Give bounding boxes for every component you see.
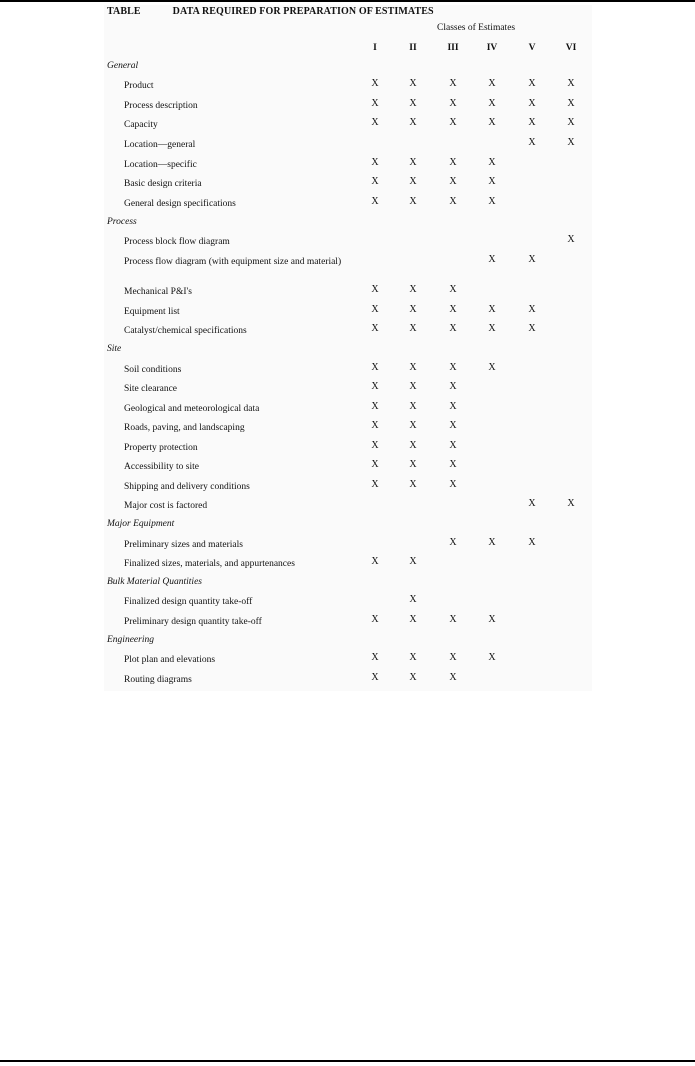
mark-plot-plan-and-elevations-ii: X bbox=[409, 652, 417, 663]
row-label-process-flow-diagram-with-equipment-size-and-material: Process flow diagram (with equipment size and material) bbox=[124, 257, 342, 267]
mark-geological-and-meteorological-data-ii: X bbox=[409, 401, 417, 412]
mark-plot-plan-and-elevations-iii: X bbox=[449, 652, 457, 663]
mark-preliminary-design-quantity-take-off-ii: X bbox=[409, 614, 417, 625]
mark-shipping-and-delivery-conditions-i: X bbox=[371, 479, 379, 490]
bottom-rule bbox=[0, 1060, 695, 1062]
mark-routing-diagrams-i: X bbox=[371, 672, 379, 683]
row-label-shipping-and-delivery-conditions: Shipping and delivery conditions bbox=[124, 482, 250, 492]
mark-basic-design-criteria-iv: X bbox=[488, 176, 496, 187]
mark-accessibility-to-site-i: X bbox=[371, 459, 379, 470]
row-label-site-clearance: Site clearance bbox=[124, 384, 178, 394]
column-header-II: II bbox=[409, 43, 417, 53]
row-label-location-specific: Location—specific bbox=[124, 160, 197, 170]
mark-product-ii: X bbox=[409, 78, 417, 89]
mark-product-i: X bbox=[371, 78, 379, 89]
row-label-location-general: Location—general bbox=[124, 140, 196, 150]
row-label-property-protection: Property protection bbox=[124, 443, 198, 453]
mark-capacity-iv: X bbox=[488, 117, 496, 128]
mark-general-design-specifications-iii: X bbox=[449, 196, 457, 207]
table-title-text: DATA REQUIRED FOR PREPARATION OF ESTIMATES bbox=[172, 6, 434, 17]
mark-plot-plan-and-elevations-i: X bbox=[371, 652, 379, 663]
mark-catalyst-chemical-specifications-iv: X bbox=[488, 323, 496, 334]
mark-routing-diagrams-iii: X bbox=[449, 672, 457, 683]
mark-location-general-v: X bbox=[528, 137, 536, 148]
mark-basic-design-criteria-iii: X bbox=[449, 176, 457, 187]
row-label-process-block-flow-diagram: Process block flow diagram bbox=[124, 237, 230, 247]
row-label-preliminary-sizes-and-materials: Preliminary sizes and materials bbox=[124, 540, 243, 550]
column-header-VI: VI bbox=[565, 43, 577, 53]
mark-process-description-i: X bbox=[371, 98, 379, 109]
mark-preliminary-design-quantity-take-off-iii: X bbox=[449, 614, 457, 625]
mark-equipment-list-v: X bbox=[528, 304, 536, 315]
mark-product-iii: X bbox=[449, 78, 457, 89]
row-label-finalized-sizes-materials-and-appurtenances: Finalized sizes, materials, and appurtenances bbox=[124, 559, 295, 569]
mark-capacity-v: X bbox=[528, 117, 536, 128]
mark-mechanical-p-i-s-iii: X bbox=[449, 284, 457, 295]
mark-process-flow-diagram-with-equipment-size-and-material-v: X bbox=[528, 254, 536, 265]
mark-catalyst-chemical-specifications-ii: X bbox=[409, 323, 417, 334]
row-label-process-description: Process description bbox=[124, 101, 198, 111]
section-label-major-equipment: Major Equipment bbox=[107, 519, 175, 529]
mark-plot-plan-and-elevations-iv: X bbox=[488, 652, 496, 663]
mark-geological-and-meteorological-data-iii: X bbox=[449, 401, 457, 412]
section-label-engineering: Engineering bbox=[107, 635, 154, 645]
mark-property-protection-iii: X bbox=[449, 440, 457, 451]
mark-location-specific-iv: X bbox=[488, 157, 496, 168]
row-label-accessibility-to-site: Accessibility to site bbox=[124, 462, 199, 472]
row-label-catalyst-chemical-specifications: Catalyst/chemical specifications bbox=[124, 326, 247, 336]
mark-process-description-v: X bbox=[528, 98, 536, 109]
mark-preliminary-sizes-and-materials-iv: X bbox=[488, 537, 496, 548]
top-rule bbox=[0, 0, 695, 2]
section-label-site: Site bbox=[107, 344, 122, 354]
mark-preliminary-design-quantity-take-off-i: X bbox=[371, 614, 379, 625]
column-header-V: V bbox=[528, 43, 536, 53]
row-label-capacity: Capacity bbox=[124, 120, 158, 130]
mark-general-design-specifications-i: X bbox=[371, 196, 379, 207]
mark-general-design-specifications-iv: X bbox=[488, 196, 496, 207]
table-label: TABLE bbox=[107, 6, 141, 17]
mark-process-description-vi: X bbox=[567, 98, 575, 109]
section-label-process: Process bbox=[107, 217, 137, 227]
mark-major-cost-is-factored-vi: X bbox=[567, 498, 575, 509]
column-header-I: I bbox=[373, 43, 377, 53]
mark-major-cost-is-factored-v: X bbox=[528, 498, 536, 509]
mark-process-flow-diagram-with-equipment-size-and-material-iv: X bbox=[488, 254, 496, 265]
mark-location-specific-i: X bbox=[371, 157, 379, 168]
mark-preliminary-design-quantity-take-off-iv: X bbox=[488, 614, 496, 625]
mark-location-specific-ii: X bbox=[409, 157, 417, 168]
mark-product-v: X bbox=[528, 78, 536, 89]
mark-general-design-specifications-ii: X bbox=[409, 196, 417, 207]
row-label-plot-plan-and-elevations: Plot plan and elevations bbox=[124, 655, 216, 665]
row-label-basic-design-criteria: Basic design criteria bbox=[124, 179, 202, 189]
row-label-routing-diagrams: Routing diagrams bbox=[124, 675, 192, 685]
mark-location-general-vi: X bbox=[567, 137, 575, 148]
mark-accessibility-to-site-ii: X bbox=[409, 459, 417, 470]
row-label-mechanical-p-i-s: Mechanical P&I's bbox=[124, 287, 192, 297]
mark-product-vi: X bbox=[567, 78, 575, 89]
mark-capacity-ii: X bbox=[409, 117, 417, 128]
mark-capacity-iii: X bbox=[449, 117, 457, 128]
row-label-general-design-specifications: General design specifications bbox=[124, 199, 236, 209]
mark-basic-design-criteria-i: X bbox=[371, 176, 379, 187]
mark-mechanical-p-i-s-i: X bbox=[371, 284, 379, 295]
mark-property-protection-i: X bbox=[371, 440, 379, 451]
mark-accessibility-to-site-iii: X bbox=[449, 459, 457, 470]
classes-heading: Classes of Estimates bbox=[437, 23, 516, 33]
row-label-geological-and-meteorological-data: Geological and meteorological data bbox=[124, 404, 260, 414]
row-label-roads-paving-and-landscaping: Roads, paving, and landscaping bbox=[124, 423, 245, 433]
mark-soil-conditions-ii: X bbox=[409, 362, 417, 373]
row-label-major-cost-is-factored: Major cost is factored bbox=[124, 501, 208, 511]
mark-mechanical-p-i-s-ii: X bbox=[409, 284, 417, 295]
mark-process-description-iv: X bbox=[488, 98, 496, 109]
mark-equipment-list-iii: X bbox=[449, 304, 457, 315]
row-label-soil-conditions: Soil conditions bbox=[124, 365, 182, 375]
mark-equipment-list-ii: X bbox=[409, 304, 417, 315]
mark-geological-and-meteorological-data-i: X bbox=[371, 401, 379, 412]
mark-finalized-sizes-materials-and-appurtenances-ii: X bbox=[409, 556, 417, 567]
mark-process-description-ii: X bbox=[409, 98, 417, 109]
row-label-finalized-design-quantity-take-off: Finalized design quantity take-off bbox=[124, 597, 253, 607]
mark-catalyst-chemical-specifications-v: X bbox=[528, 323, 536, 334]
section-label-bulk-material-quantities: Bulk Material Quantities bbox=[107, 577, 202, 587]
mark-catalyst-chemical-specifications-iii: X bbox=[449, 323, 457, 334]
mark-basic-design-criteria-ii: X bbox=[409, 176, 417, 187]
mark-shipping-and-delivery-conditions-ii: X bbox=[409, 479, 417, 490]
mark-product-iv: X bbox=[488, 78, 496, 89]
row-label-equipment-list: Equipment list bbox=[124, 307, 180, 317]
table-title bbox=[107, 6, 434, 17]
mark-soil-conditions-i: X bbox=[371, 362, 379, 373]
mark-location-specific-iii: X bbox=[449, 157, 457, 168]
mark-catalyst-chemical-specifications-i: X bbox=[371, 323, 379, 334]
mark-process-description-iii: X bbox=[449, 98, 457, 109]
mark-equipment-list-i: X bbox=[371, 304, 379, 315]
row-label-preliminary-design-quantity-take-off: Preliminary design quantity take-off bbox=[124, 617, 262, 627]
mark-roads-paving-and-landscaping-iii: X bbox=[449, 420, 457, 431]
mark-finalized-design-quantity-take-off-ii: X bbox=[409, 594, 417, 605]
mark-shipping-and-delivery-conditions-iii: X bbox=[449, 479, 457, 490]
section-label-general: General bbox=[107, 61, 139, 71]
mark-process-block-flow-diagram-vi: X bbox=[567, 234, 575, 245]
column-header-IV: IV bbox=[486, 43, 498, 53]
mark-site-clearance-iii: X bbox=[449, 381, 457, 392]
mark-site-clearance-i: X bbox=[371, 381, 379, 392]
mark-equipment-list-iv: X bbox=[488, 304, 496, 315]
mark-capacity-vi: X bbox=[567, 117, 575, 128]
mark-preliminary-sizes-and-materials-iii: X bbox=[449, 537, 457, 548]
mark-soil-conditions-iv: X bbox=[488, 362, 496, 373]
mark-roads-paving-and-landscaping-ii: X bbox=[409, 420, 417, 431]
mark-finalized-sizes-materials-and-appurtenances-i: X bbox=[371, 556, 379, 567]
row-label-product: Product bbox=[124, 81, 154, 91]
mark-site-clearance-ii: X bbox=[409, 381, 417, 392]
mark-property-protection-ii: X bbox=[409, 440, 417, 451]
mark-routing-diagrams-ii: X bbox=[409, 672, 417, 683]
mark-soil-conditions-iii: X bbox=[449, 362, 457, 373]
column-header-III: III bbox=[447, 43, 459, 53]
mark-preliminary-sizes-and-materials-v: X bbox=[528, 537, 536, 548]
mark-roads-paving-and-landscaping-i: X bbox=[371, 420, 379, 431]
mark-capacity-i: X bbox=[371, 117, 379, 128]
